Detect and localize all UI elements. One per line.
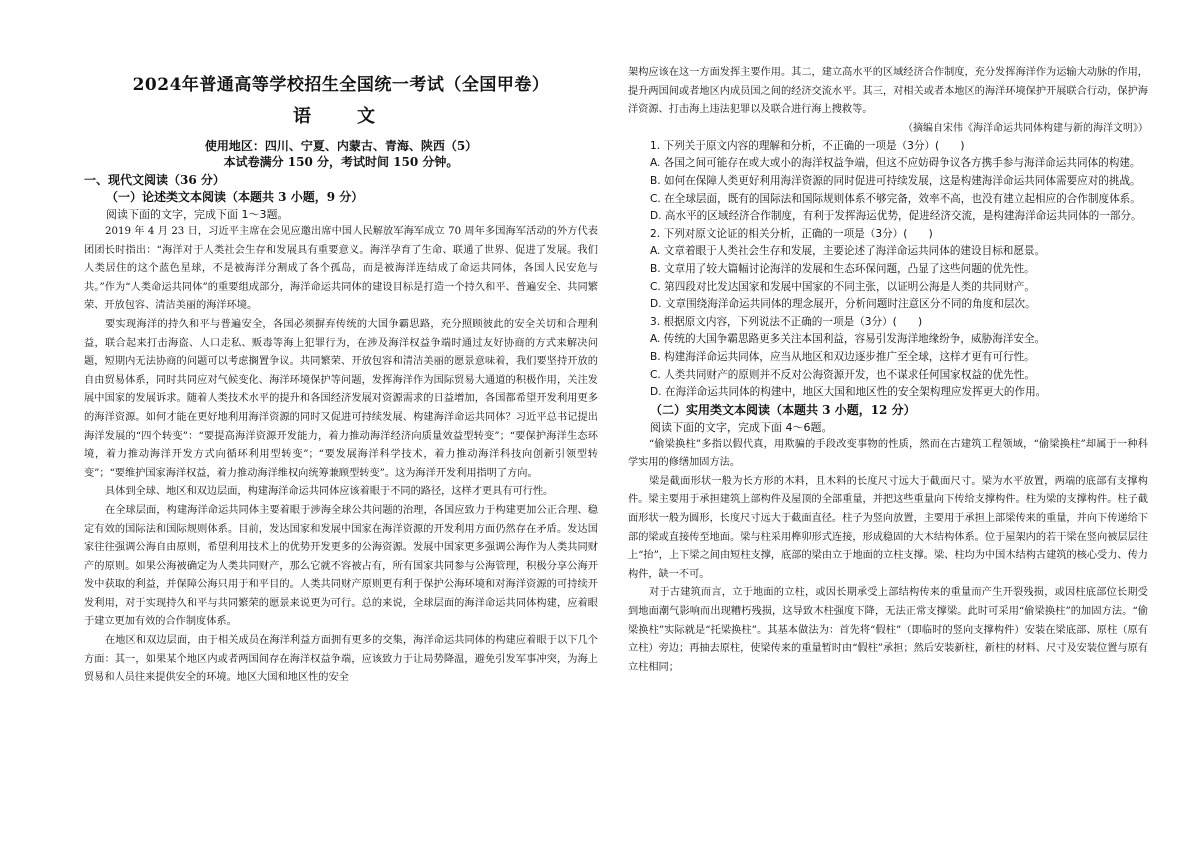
question-2-option-a: A. 文章着眼于人类社会生存和发展，主要论述了海洋命运共同体的建设目标和愿景。 xyxy=(650,245,1046,258)
part2-paragraph-3: 对于古建筑而言，立于地面的立柱，或因长期承受上部结构传来的重量而产生开裂残损，或因柱底部位长期受到地面潮气影响而出现糟朽残损，这导致木柱强度下降，无法正常支撑梁。此时可采用“偷梁换柱”的加固方法。“偷梁换柱”实际就是“托梁换柱”。其基本做法为：首先将“假柱”（即临时的竖向支撑构件）安装在梁底部、原柱（原有立柱）旁边；再抽去原柱，使梁传来的重量暂时由“假柱”承担；然后安装新柱，新柱的材料、尺寸及安装位置与原有立柱相同； xyxy=(628,587,1148,673)
question-3-option-a: A. 传统的大国争霸思路更多关注本国利益，容易引发海洋地缘纷争，威胁海洋安全。 xyxy=(650,333,1046,346)
part1-instruction: 阅读下面的文字，完成下面 1～3题。 xyxy=(106,208,289,221)
passage-continuation: 架构应该在这一方面发挥主要作用。其二，建立高水平的区域经济合作制度，充分发挥海洋作为运输大动脉的作用，提升两国间或者地区内成员国之间的经济交流水平。其三，对相关或者本地区的海洋环境保护开展联合行动，保护海洋资源、打击海上违法犯罪以及联合进行海上搜救等。 xyxy=(628,67,1148,116)
part2-instruction: 阅读下面的文字，完成下面 4～6题。 xyxy=(650,420,833,434)
question-3-option-d: D. 在海洋命运共同体的构建中，地区大国和地区性的安全架构理应发挥更大的作用。 xyxy=(650,386,1047,399)
part1-heading: （一）论述类文本阅读（本题共 3 小题，9 分） xyxy=(106,190,364,204)
passage-paragraph-4: 在全球层面，构建海洋命运共同体主要着眼于涉海全球公共问题的治理，各国应致力于构建更加公正合理、稳定有效的国际法和国际规则体系。目前，发达国家和发展中国家在海洋资源的开发利用方面仍然存在矛盾。发达国家往往强调公海自由原则，希望利用技术上的优势开发更多的公海资源。发展中国家更多强调公海作为人类共同财产的原则。如果公海被确定为人类共同财产，那么它就不容被占有，所有国家共同参与公海管理，积极分享公海开发中获取的利益，并保障公海只用于和平目的。人类共同财产原则更有利于保护公海环境和对海洋资源的可持续开发利用，对于实现持久和平与共同繁荣的愿景来说更为可行。总的来说，全球层面的海洋命运共同体构建，应着眼于建立更加有效的合作制度体系。 xyxy=(84,504,598,628)
passage-paragraph-2: 要实现海洋的持久和平与普遍安全，各国必须摒弃传统的大国争霸思路，充分照顾彼此的安全关切和合理利益，联合起来打击海盗、人口走私、贩毒等海上犯罪行为，在涉及海洋权益争端时通过友好协商的方式来解决问题，短期内无法协商的问题可以考虑搁置争议。共同繁荣、开放包容和清洁美丽的愿景意味着，我们要坚持开放的自由贸易体系，同时共同应对气候变化、海洋环境保护等问题，发挥海洋作为国际贸易大通道的积极作用，关注发展中国家的发展诉求。随着人类技术水平的提升和各国经济发展对资源需求的日益增加，各国都希望开发利用更多的海洋资源。如何才能在更好地利用海洋资源的同时又促进可持续发展、构建海洋命运共同体？习近平总书记提出海洋发展的“四个转变”：“要提高海洋资源开发能力，着力推动海洋经济向质量效益型转变”；“要保护海洋生态环境，着力推动海洋开发方式向循环利用型转变”；“要发展海洋科学技术，着力推动海洋科技向创新引领型转变”；“要维护国家海洋权益，着力推动海洋维权向统筹兼顾型转变”。这为海洋开发利用指明了方向。 xyxy=(84,318,598,479)
left-column xyxy=(84,60,598,688)
section-heading: 一、现代文阅读（36 分） xyxy=(84,173,225,187)
score-time-line: 本试卷满分 150 分，考试时间 150 分钟。 xyxy=(223,155,459,169)
question-2-stem: 2. 下列对原文论证的相关分析，正确的一项是（3分）( ) xyxy=(650,227,933,240)
question-1-option-d: D. 高水平的区域经济合作制度，有利于发挥海运优势，促进经济交流，是构建海洋命运共同体的一部分。 xyxy=(650,210,1142,223)
question-2-option-b: B. 文章用了较大篇幅讨论海洋的发展和生态环保问题，凸显了这些问题的优先性。 xyxy=(650,262,1035,275)
exam-title: 2024年普通高等学校招生全国统一考试（全国甲卷） xyxy=(132,75,550,95)
part2-paragraph-2: 梁是截面形状一般为长方形的木料，且木料的长度尺寸远大于截面尺寸。梁为水平放置，两端的底部有支撑构件。梁主要用于承担建筑上部构件及屋顶的全部重量，并把这些重量向下传给支撑构件。柱为梁的支撑构件。柱子截面形状一般为圆形，长度尺寸远大于截面直径。柱子为竖向放置，主要用于承担上部梁传来的重量，并向下传递给下部的梁或直接传至地面。梁与柱采用榫卯形式连接，形成稳固的大木结构体系。位于屋架内的若干梁在竖向被层层往上“抬”，上下梁之间由短柱支撑，底部的梁由立于地面的立柱支撑。梁、柱均为中国木结构古建筑的核心受力、传力构件，缺一不可。 xyxy=(628,475,1148,580)
question-3-option-c: C. 人类共同财产的原则并不反对公海资源开发，也不谋求任何国家权益的优先性。 xyxy=(650,368,1035,381)
passage-paragraph-5: 在地区和双边层面，由于相关成员在海洋利益方面拥有更多的交集，海洋命运共同体的构建应着眼于以下几个方面：其一，如果某个地区内或者两国间存在海洋权益争端，应该致力于让局势降温，避免引发军事冲突，为海上贸易和人员往来提供安全的环境。地区大国和地区性的安全 xyxy=(84,635,598,684)
subject-title: 语 文 xyxy=(293,106,389,127)
part2-heading: （二）实用类文本阅读（本题共 3 小题，12 分） xyxy=(650,402,916,417)
question-2-option-c: C. 第四段对比发达国家和发展中国家的不同主张，以证明公海是人类的共同财产。 xyxy=(650,280,1035,293)
question-1-option-c: C. 在全球层面，既有的国际法和国际规则体系不够完备，效率不高，也没有建立起相应的合作制度体系。 xyxy=(650,192,1141,205)
question-1-option-a: A. 各国之间可能存在或大或小的海洋权益争端，但这不应妨碍争议各方携手参与海洋命运共同体的构建。 xyxy=(650,157,1141,170)
passage-source: （摘编自宋伟《海洋命运共同体构建与新的海洋文明》） xyxy=(903,122,1148,134)
question-1-option-b: B. 如何在保障人类更好利用海洋资源的同时促进可持续发展，这是构建海洋命运共同体需要应对的挑战。 xyxy=(650,174,1141,187)
question-3-stem: 3. 根据原文内容，下列说法不正确的一项是（3分）( ) xyxy=(650,315,923,328)
question-2-option-d: D. 文章围绕海洋命运共同体的理念展开，分析问题时注意区分不同的角度和层次。 xyxy=(650,298,1036,311)
question-1-stem: 1. 下列关于原文内容的理解和分析，不正确的一项是（3分）( ) xyxy=(650,139,965,152)
passage-paragraph-3: 具体到全球、地区和双边层面，构建海洋命运共同体应该着眼于不同的路径，这样才更具有可行性。 xyxy=(105,486,554,498)
part2-paragraph-1: “偷梁换柱”多指以假代真，用欺骗的手段改变事物的性质，然而在古建筑工程领域，“偷梁换柱”却属于一种科学实用的修缮加固方法。 xyxy=(628,438,1148,469)
right-column xyxy=(628,64,1148,677)
regions-line: 使用地区：四川、宁夏、内蒙古、青海、陕西（5） xyxy=(204,139,478,153)
passage-paragraph-1: 2019 年 4 月 23 日，习近平主席在会见应邀出席中国人民解放军海军成立 70 周年多国海军活动的外方代表团团长时指出：“海洋对于人类社会生存和发展具有重要意义。海洋孕育了生命、联通了世界、促进了发展。我们人类居住的这个蓝色星球，不是被海洋分割成了各个孤岛，而是被海洋连结成了命运共同体，各国人民安危与共。”作为“人类命运共同体”的重要组成部分，海洋命运共同体的建设目标是打造一个持久和平、普遍安全、共同繁荣、开放包容、清洁美丽的海洋环境。 xyxy=(84,226,598,312)
question-3-option-b: B. 构建海洋命运共同体，应当从地区和双边逐步推广至全球，这样才更有可行性。 xyxy=(650,350,1035,363)
